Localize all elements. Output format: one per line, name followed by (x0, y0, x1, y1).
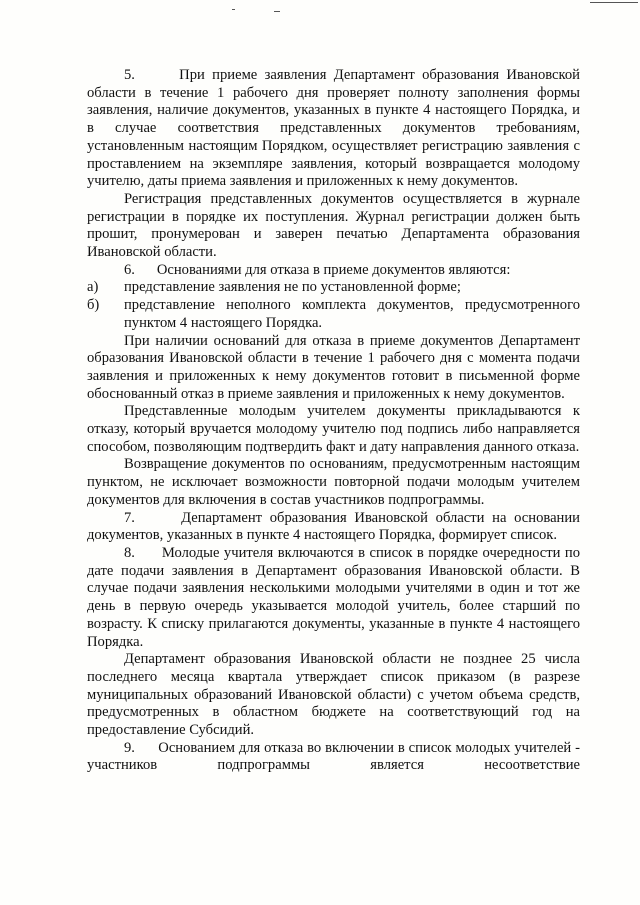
paragraph-6: 6. Основаниями для отказа в приеме документов являются: (124, 261, 511, 278)
paragraph-return-no-exclusion: Возвращение документов по основаниям, предусмотренным настоящим пунктом, не исключает возможности повторной подачи молодым учителем документов для включения в состав участников подпрограммы. (87, 456, 580, 508)
document-body (87, 67, 580, 775)
paragraph-registration: Регистрация представленных документов осуществляется в журнале регистрации в порядке их поступления. Журнал регистрации должен быть прошит, пронумерован и заверен печатью Департамента образования Ивановской области. (87, 190, 580, 261)
paragraph-refusal: При наличии оснований для отказа в приеме документов Департамент образования Ивановской области в течение 1 рабочего дня с момента подачи заявления и приложенных к нему документов готовит в письменной форме обоснованный отказ в приеме заявления и приложенных к нему документов. (87, 332, 580, 402)
scan-speck (274, 11, 280, 12)
paragraph-5: 5. При приеме заявления Департамент образования Ивановской области в течение 1 рабочего дня проверяет полноту заполнения формы заявления, наличие документов, указанных в пункте 4 настоящего Порядка, и в случае соответствия представленных документов требованиям, установленным настоящим Порядком, осуществляет регистрацию заявления с проставлением на экземпляре заявления, который возвращается молодому учителю, даты приема заявления и приложенных к нему документов. (87, 67, 580, 190)
scan-speck (232, 9, 235, 10)
list-item-a (87, 279, 580, 297)
list-text: представление неполного комплекта документов, предусмотренного пунктом 4 настоящего Порядка. (124, 297, 580, 331)
list-item-b (87, 297, 580, 332)
paragraph-8: 8. Молодые учителя включаются в список в порядке очередности по дате подачи заявления в Департамент образования Ивановской области. В случае подачи заявления несколькими молодыми учителями в один и тот же день в первую очередь указывается молодой учитель, более старший по возрасту. К списку прилагаются документы, указанные в пункте 4 настоящего Порядка. (87, 544, 580, 650)
list-marker: б) (87, 297, 100, 314)
paragraph-7: 7. Департамент образования Ивановской области на основании документов, указанных в пункте 4 настоящего Порядка, формирует список. (87, 509, 580, 544)
paragraph-approval: Департамент образования Ивановской области не позднее 25 числа последнего месяца квартала утверждает список приказом (в разрезе муниципальных образований Ивановской области) с учетом объема средств, предусмотренных в областном бюджете на соответствующий год на предоставление Субсидий. (87, 651, 580, 739)
paragraph-9: 9. Основанием для отказа во включении в список молодых учителей - участников подпрограммы является несоответствие (87, 739, 580, 774)
list-marker: а) (87, 279, 99, 296)
scan-edge-line (590, 2, 638, 3)
list-text: представление заявления не по установленной форме; (124, 279, 461, 296)
paragraph-documents-returned: Представленные молодым учителем документы прикладываются к отказу, который вручается молодому учителю под подпись либо направляется способом, позволяющим подтвердить факт и дату направления данного отказа. (87, 403, 580, 455)
